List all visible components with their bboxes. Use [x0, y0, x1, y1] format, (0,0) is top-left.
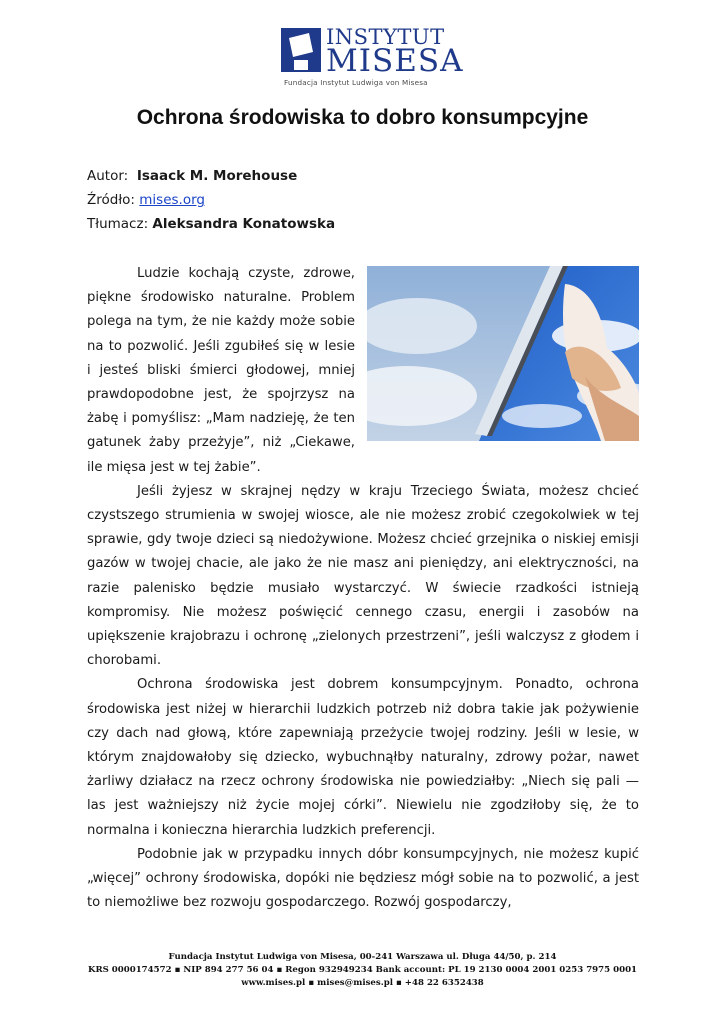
article-title: Ochrona środowiska to dobro konsumpcyjne: [136, 106, 589, 129]
source-label: Źródło:: [87, 192, 135, 208]
paragraph: Podobnie jak w przypadku innych dóbr konsumpcyjnych, nie możesz kupić „więcej” ochrony środowiska, dopóki nie będziesz mógł sobie na to pozwolić, a jest to niemożliwe bez rozwoju gospodarczego. Rozwój gospodarczy,: [87, 846, 639, 911]
page-footer: [0, 951, 725, 990]
translator-line: [87, 215, 335, 233]
window-cleaning-sky-image: [367, 266, 639, 441]
translator-label: Tłumacz:: [87, 216, 149, 232]
article-body: [87, 262, 639, 915]
author-line: [87, 167, 297, 185]
paragraph: Ochrona środowiska jest dobrem konsumpcyjnym. Ponadto, ochrona środowiska jest niżej w hierarchii ludzkich potrzeb niż dobra takie jak pożywienie czy dach nad głową, które zapewniają przeżycie twojej rodziny. Jeśli w lesie, w którym znajdowałoby się dziecko, wybuchnąłby naturalny, zdrowy pożar, nawet żarliwy działacz na rzecz ochrony środowiska nie powiedziałby: „Niech się pali — las jest ważniejszy niż życie mojej córki”. Niewielu nie zgodziłoby się, że to normalna i konieczna hierarchia ludzkich preferencji.: [87, 677, 639, 838]
translator-name: Aleksandra Konatowska: [152, 216, 336, 232]
logo-name-line2: MISESA: [326, 43, 464, 79]
author-label: Autor:: [87, 168, 129, 184]
footer-contact: www.mises.pl ▪ mises@mises.pl ▪ +48 22 6352438: [241, 978, 484, 988]
logo-subtitle: Fundacja Instytut Ludwiga von Misesa: [284, 78, 428, 87]
footer-address: Fundacja Instytut Ludwiga von Misesa, 00-241 Warszawa ul. Długa 44/50, p. 214: [168, 952, 557, 962]
source-link[interactable]: mises.org: [139, 192, 205, 208]
author-name: Isaack M. Morehouse: [136, 168, 298, 184]
paragraph: Ludzie kochają czyste, zdrowe, piękne środowisko naturalne. Problem polega na tym, że nie każdy może sobie na to pozwolić. Jeśli zgubiłeś się w lesie i jesteś bliski śmierci głodowej, mniej prawdopodobne jest, że spojrzysz na żabę i pomyślisz: „Mam nadzieję, że ten gatunek żaby przeżyje”, niż „Ciekawe, ile mięsa jest w tej żabie”.: [87, 266, 355, 475]
source-line: [87, 191, 205, 209]
institute-logo: [279, 25, 464, 88]
logo-name-line1: INSTYTUT: [326, 25, 445, 49]
footer-registration: KRS 0000174572 ▪ NIP 894 277 56 04 ▪ Regon 932949234 Bank account: PL 19 2130 0004 2001 0253 7975 0001: [87, 965, 638, 975]
logo-mark-icon: [279, 26, 325, 76]
paragraph: Jeśli żyjesz w skrajnej nędzy w kraju Trzeciego Świata, możesz chcieć czystszego strumienia w swojej wiosce, ale nie możesz zrobić czegokolwiek w tej sprawie, gdy twoje dzieci są niedożywione. Możesz chcieć grzejnika o niskiej emisji gazów w twojej chacie, ale jako że nie masz ani pieniędzy, ani elektryczności, na razie palenisko będzie musiało wystarczyć. W świecie rzadkości istnieją kompromisy. Nie możesz poświęcić cennego czasu, energii i zasobów na upiększenie krajobrazu i ochronę „zielonych przestrzeni”, jeśli walczysz z głodem i chorobami.: [87, 483, 639, 669]
